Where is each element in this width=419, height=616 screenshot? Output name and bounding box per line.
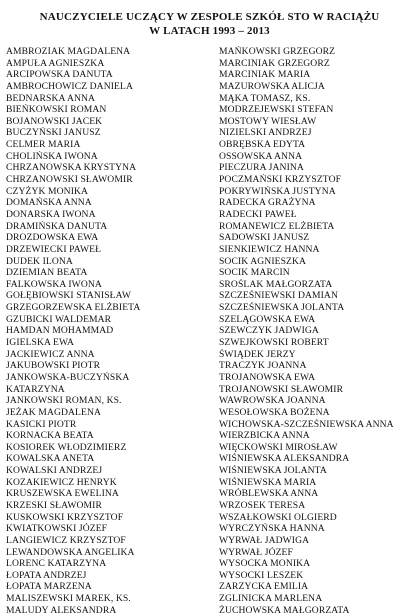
teacher-name: WAWROWSKA JOANNA xyxy=(219,395,326,407)
teacher-name: WIERZBICKA ANNA xyxy=(219,430,310,442)
teacher-name: MODRZEJEWSKI STEFAN xyxy=(219,104,334,116)
teacher-name: MARCINIAK GRZEGORZ xyxy=(219,57,330,69)
teacher-name: CHOLIŃSKA IWONA xyxy=(6,150,98,162)
teacher-name: BOJANOWSKI JACEK xyxy=(6,115,103,127)
teacher-name: WIŚNIEWSKA MARIA xyxy=(219,476,317,488)
teacher-name: POCZMAŃSKI KRZYSZTOF xyxy=(219,174,342,186)
teacher-name: CELMER MARIA xyxy=(6,139,81,151)
teacher-name: SZEWCZYK JADWIGA xyxy=(219,325,319,337)
teacher-name: RADECKI PAWEŁ xyxy=(219,208,297,220)
teacher-name: TRACZYK JOANNA xyxy=(219,360,307,372)
teacher-name: OSSOWSKA ANNA xyxy=(219,150,303,162)
teacher-name: SIENKIEWICZ HANNA xyxy=(219,243,320,255)
teacher-name: HAMDAN MOHAMMAD xyxy=(6,325,114,337)
teacher-name: KORNACKA BEATA xyxy=(6,430,94,442)
page-subtitle: W LATACH 1993 – 2013 xyxy=(149,25,270,37)
teacher-name: CHRZANOWSKI SŁAWOMIR xyxy=(6,174,133,186)
teacher-name: KRZESKI SŁAWOMIR xyxy=(6,499,102,511)
teacher-name: KRUSZEWSKA EWELINA xyxy=(6,488,119,500)
teacher-name: SOCIK AGNIESZKA xyxy=(219,255,307,267)
teacher-name: WYRWAŁ JÓZEF xyxy=(219,546,293,558)
teacher-name: ŚWIĄDEK JERZY xyxy=(219,348,296,360)
teacher-name: DRZEWIECKI PAWEŁ xyxy=(6,243,102,255)
teacher-name: GRZEGORZEWSKA ELŻBIETA xyxy=(6,302,141,314)
teacher-name: TROJANOWSKI SŁAWOMIR xyxy=(219,383,344,395)
teacher-name: WSZAŁKOWSKI OLGIERD xyxy=(219,511,337,523)
teacher-name: JEŻAK MAGDALENA xyxy=(6,406,102,418)
teacher-name: DUDEK ILONA xyxy=(6,255,73,267)
teacher-name: WYSOCKA MONIKA xyxy=(219,558,311,570)
teacher-name: ZARZYCKA EMILIA xyxy=(219,581,309,593)
teacher-name: KATARZYNA xyxy=(6,383,65,395)
teacher-name: SZCZEŚNIEWSKI DAMIAN xyxy=(219,290,338,302)
teacher-name: AMBROCHOWICZ DANIELA xyxy=(6,80,133,92)
teacher-name: KOWALSKI ANDRZEJ xyxy=(6,465,103,477)
teacher-name: KOZAKIEWICZ HENRYK xyxy=(6,476,117,488)
teacher-name: ROMANEWICZ ELŻBIETA xyxy=(219,220,335,232)
teacher-name: NIZIELSKI ANDRZEJ xyxy=(219,127,312,139)
teacher-name: WYRCZYŃSKA HANNA xyxy=(219,523,325,535)
teacher-name: MĄKA TOMASZ, KS. xyxy=(219,92,311,104)
teacher-name: IGIELSKA EWA xyxy=(6,337,75,349)
teacher-name: POKRYWIŃSKA JUSTYNA xyxy=(219,185,336,197)
teacher-name: DONARSKA IWONA xyxy=(6,208,96,220)
teacher-name: ARCIPOWSKA DANUTA xyxy=(6,69,113,81)
teacher-name: OBRĘBSKA EDYTA xyxy=(219,139,306,151)
teacher-name: TROJANOWSKA EWA xyxy=(219,371,316,383)
teacher-name: LORENC KATARZYNA xyxy=(6,558,107,570)
teacher-name: WESOŁOWSKA BOŻENA xyxy=(219,406,330,418)
teacher-name: WRÓBLEWSKA ANNA xyxy=(219,488,319,500)
teacher-name: SROŚLAK MAŁGORZATA xyxy=(219,278,333,290)
teacher-name: JANKOWSKI ROMAN, KS. xyxy=(6,395,122,407)
teacher-name: SOCIK MARCIN xyxy=(219,267,290,279)
teacher-name: SZCZEŚNIEWSKA JOLANTA xyxy=(219,302,345,314)
teacher-list-right xyxy=(219,46,417,616)
teacher-name: KWIATKOWSKI JÓZEF xyxy=(6,523,108,535)
teacher-name: WIĘCKOWSKI MIROSŁAW xyxy=(219,441,338,453)
page-title: NAUCZYCIELE UCZĄCY W ZESPOLE SZKÓŁ STO W RACIĄŻU xyxy=(39,11,380,23)
teacher-name: ZGLINICKA MARLENA xyxy=(219,593,323,605)
teacher-name: LANGIEWICZ KRZYSZTOF xyxy=(6,534,126,546)
teacher-name: KUSKOWSKI KRZYSZTOF xyxy=(6,511,124,523)
teacher-name: WYSOCKI LESZEK xyxy=(219,569,304,581)
teacher-name: BEDNARSKA ANNA xyxy=(6,92,96,104)
teacher-name: WICHOWSKA-SZCZEŚNIEWSKA ANNA xyxy=(219,418,394,430)
teacher-name: MARCINIAK MARIA xyxy=(219,69,311,81)
teacher-name: CZYŻYK MONIKA xyxy=(6,185,89,197)
teacher-name: FALKOWSKA IWONA xyxy=(6,278,102,290)
teacher-name: WIŚNIEWSKA ALEKSANDRA xyxy=(219,453,350,465)
teacher-name: MAZUROWSKA ALICJA xyxy=(219,80,325,92)
teacher-name: JANKOWSKA-BUCZYŃSKA xyxy=(6,371,130,383)
teacher-list-left xyxy=(6,46,211,616)
teacher-name: AMPUŁA AGNIESZKA xyxy=(6,57,105,69)
teacher-name: JACKIEWICZ ANNA xyxy=(6,348,95,360)
teacher-name: DRAMIŃSKA DANUTA xyxy=(6,220,108,232)
teacher-name: PIECZURA JANINA xyxy=(219,162,304,174)
teacher-name: MOSTOWY WIESŁAW xyxy=(219,115,317,127)
teacher-name: SZELĄGOWSKA EWA xyxy=(219,313,316,325)
teacher-name: DZIEMIAN BEATA xyxy=(6,267,88,279)
teacher-name: MALUDY ALEKSANDRA xyxy=(6,604,117,616)
teacher-name: BIEŃKOWSKI ROMAN xyxy=(6,104,107,116)
teacher-name: KOWALSKA ANETA xyxy=(6,453,95,465)
teacher-name: AMBROZIAK MAGDALENA xyxy=(6,46,131,57)
teacher-name: DROZDOWSKA EWA xyxy=(6,232,99,244)
teacher-name: SADOWSKI JANUSZ xyxy=(219,232,310,244)
teacher-name: JAKUBOWSKI PIOTR xyxy=(6,360,101,372)
teacher-name: DOMAŃSKA ANNA xyxy=(6,197,92,209)
teacher-name: GOŁĘBIOWSKI STANISŁAW xyxy=(6,290,131,302)
teacher-name: RADECKA GRAŻYNA xyxy=(219,197,316,209)
teacher-name: MALISZEWSKI MAREK, KS. xyxy=(6,593,131,605)
teacher-name: WIŚNIEWSKA JOLANTA xyxy=(219,465,327,477)
teacher-name: CHRZANOWSKA KRYSTYNA xyxy=(6,162,137,174)
teacher-name: KOSIOREK WŁODZIMIERZ xyxy=(6,441,127,453)
teacher-name: KASICKI PIOTR xyxy=(6,418,77,430)
teacher-name: ŻUCHOWSKA MAŁGORZATA xyxy=(219,604,350,616)
teacher-name: ŁOPATA MARZENA xyxy=(6,581,92,593)
teacher-name: ŁOPATA ANDRZEJ xyxy=(6,569,87,581)
teacher-name: WRZOSEK TERESA xyxy=(219,499,306,511)
teacher-name: SZWEJKOWSKI ROBERT xyxy=(219,337,329,349)
teacher-name: LEWANDOWSKA ANGELIKA xyxy=(6,546,135,558)
teacher-name: BUCZYŃSKI JANUSZ xyxy=(6,127,101,139)
teacher-name: GZUBICKI WALDEMAR xyxy=(6,313,112,325)
teacher-name: WYRWAŁ JADWIGA xyxy=(219,534,310,546)
teacher-name: MAŃKOWSKI GRZEGORZ xyxy=(219,46,336,57)
